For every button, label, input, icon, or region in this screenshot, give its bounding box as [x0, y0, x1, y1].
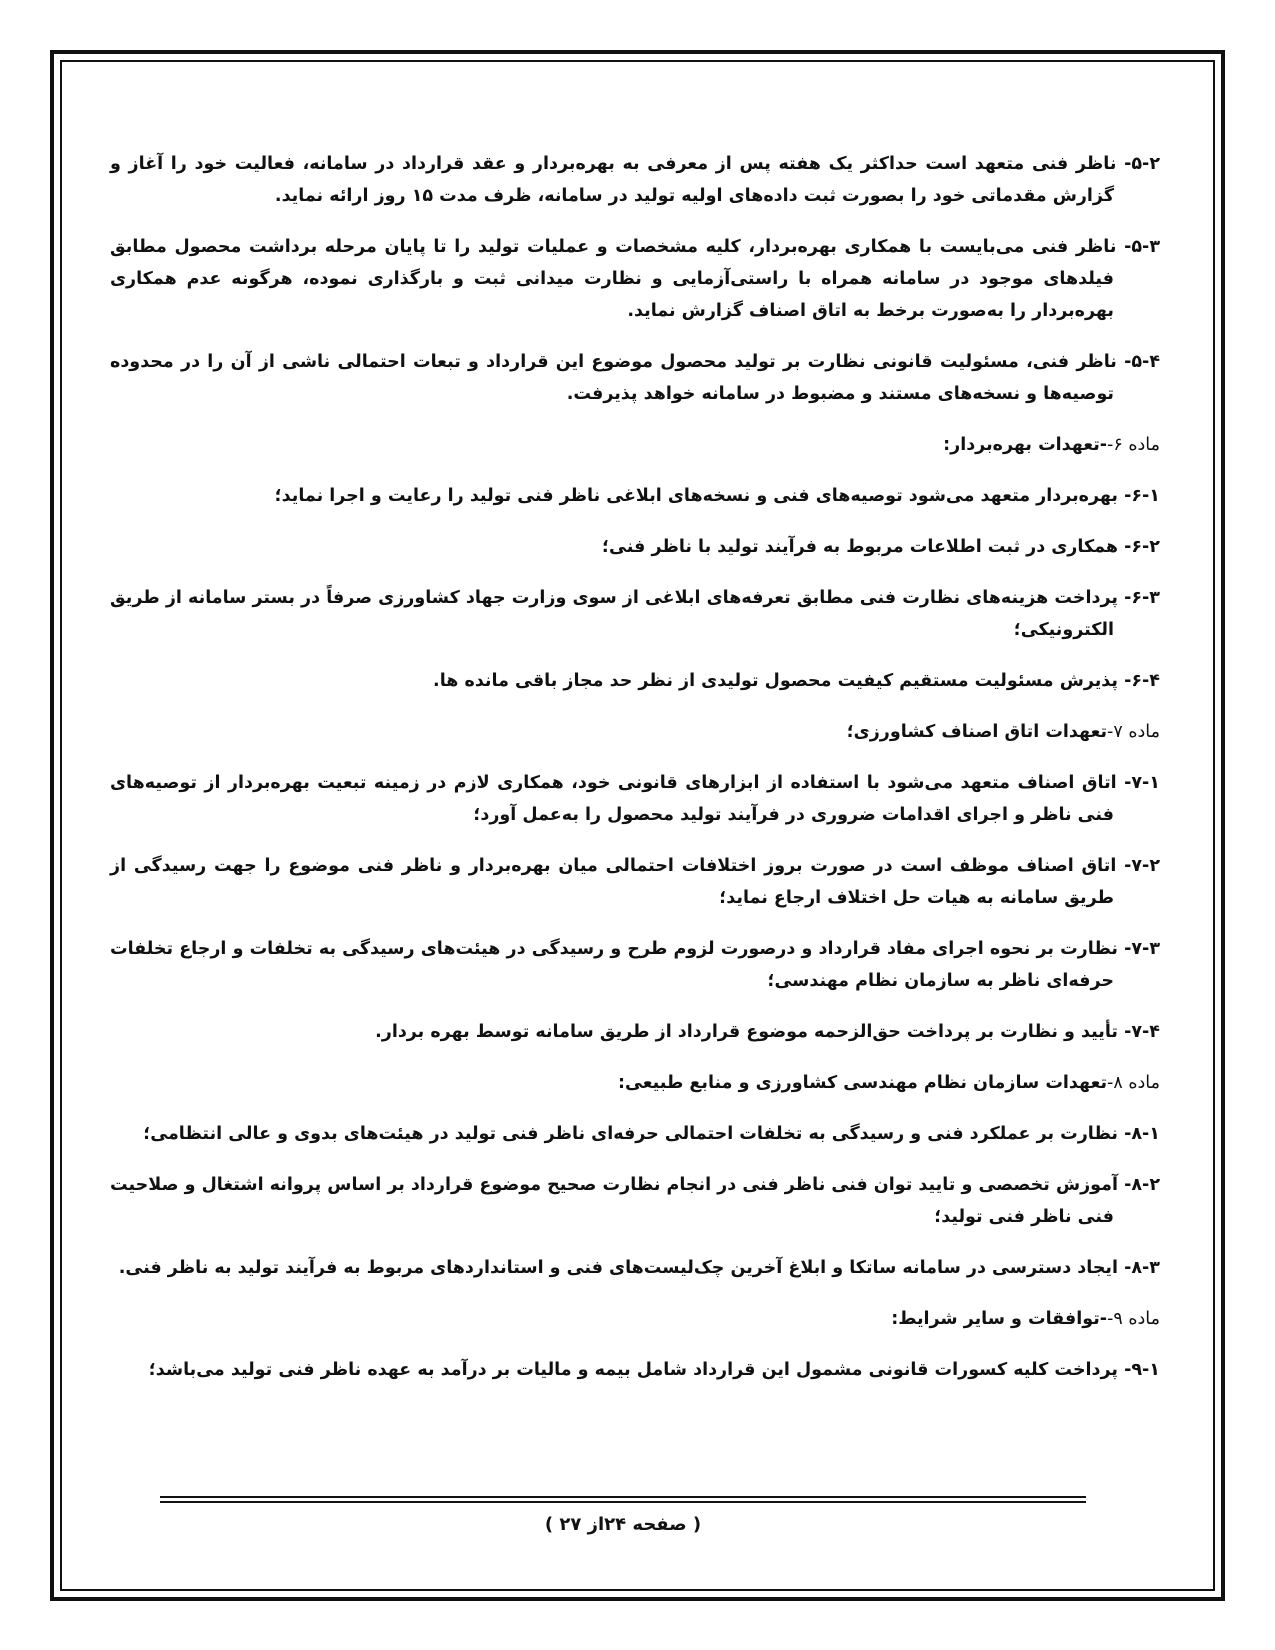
clause-7-4 [110, 1016, 1160, 1048]
article-number: ماده ۶- [1107, 435, 1160, 455]
clause-5-3 [110, 231, 1160, 327]
clause-text: همکاری در ثبت اطلاعات مربوط به فرآیند تولید با ناظر فنی؛ [602, 537, 1118, 557]
article-title: تعهدات اتاق اصناف کشاورزی؛ [846, 722, 1108, 742]
clause-number: ۷-۲- [1124, 856, 1161, 876]
clause-number: ۵-۳- [1124, 237, 1161, 257]
clause-text: آموزش تخصصی و تایید توان فنی ناظر فنی در انجام نظارت صحیح موضوع قرارداد بر اساس پروانه اشتغال و صلاحیت فنی ناظر فنی تولید؛ [110, 1175, 1118, 1227]
clause-number: ۸-۱- [1124, 1124, 1160, 1144]
clause-number: ۶-۴- [1124, 671, 1160, 691]
article-7-heading [110, 716, 1160, 748]
clause-text: ایجاد دسترسی در سامانه ساتکا و ابلاغ آخرین چک‌لیست‌های فنی و استانداردهای مربوط به فرآیند تولید به ناظر فنی. [118, 1258, 1118, 1278]
article-title: -توافقات و سایر شرایط: [891, 1309, 1108, 1329]
clause-number: ۶-۲- [1124, 537, 1160, 557]
footer-divider [160, 1496, 1086, 1498]
article-title: -تعهدات بهره‌بردار: [943, 435, 1108, 455]
clause-7-1 [110, 767, 1160, 831]
clause-text: نظارت بر عملکرد فنی و رسیدگی به تخلفات احتمالی حرفه‌ای ناظر فنی تولید در هیئت‌های بدوی و عالی انتظامی؛ [143, 1124, 1118, 1144]
page-number: ( صفحه ۲۴از ۲۷ ) [544, 1514, 702, 1535]
clause-8-3 [110, 1252, 1160, 1284]
clause-number: ۸-۳- [1124, 1258, 1160, 1278]
clause-5-4 [110, 346, 1160, 410]
clause-5-2 [110, 148, 1160, 212]
clause-text: پذیرش مسئولیت مستقیم کیفیت محصول تولیدی از نظر حد مجاز باقی مانده ها. [433, 671, 1118, 691]
clause-text: اتاق اصناف موظف است در صورت بروز اختلافات احتمالی میان بهره‌بردار و ناظر فنی موضوع را جهت رسیدگی از طریق سامانه به هیات حل اختلاف ارجاع نماید؛ [110, 856, 1117, 908]
clause-number: ۵-۴- [1124, 352, 1161, 372]
clause-number: ۷-۳- [1124, 939, 1161, 959]
article-number: ماده ۸- [1107, 1073, 1160, 1093]
clause-text: پرداخت کلیه کسورات قانونی مشمول این قرارداد شامل بیمه و مالیات بر درآمد به عهده ناظر فنی تولید می‌باشد؛ [148, 1360, 1118, 1380]
clause-text: تأیید و نظارت بر پرداخت حق‌الزحمه موضوع قرارداد از طریق سامانه توسط بهره بردار. [375, 1022, 1118, 1042]
clause-number: ۷-۴- [1124, 1022, 1160, 1042]
clause-6-1 [110, 480, 1160, 512]
clause-text: بهره‌بردار متعهد می‌شود توصیه‌های فنی و نسخه‌های ابلاغی ناظر فنی تولید را رعایت و اجرا نماید؛ [274, 486, 1118, 506]
clause-number: ۸-۲- [1124, 1175, 1161, 1195]
clause-text: ناظر فنی متعهد است حداکثر یک هفته پس از معرفی به بهره‌بردار و عقد قرارداد در سامانه، فعالیت خود را آغاز و گزارش مقدماتی خود را بصورت ثبت داده‌های اولیه تولید در سامانه، ظرف مدت ۱۵ روز ارائه نماید. [110, 154, 1117, 206]
clause-9-1 [110, 1354, 1160, 1386]
clause-7-2 [110, 850, 1160, 914]
clause-number: ۷-۱- [1124, 773, 1160, 793]
document-body [110, 148, 1160, 1405]
article-number: ماده ۹- [1107, 1309, 1160, 1329]
clause-number: ۹-۱- [1124, 1360, 1160, 1380]
article-8-heading [110, 1067, 1160, 1099]
clause-text: ناظر فنی می‌بایست با همکاری بهره‌بردار، کلیه مشخصات و عملیات تولید را تا پایان مرحله برداشت محصول مطابق فیلدهای موجود در سامانه همراه با راستی‌آزمایی و نظارت میدانی ثبت و بارگذاری نموده، هرگونه عدم همکاری بهره‌بردار را به‌صورت برخط به اتاق اصناف گزارش نماید. [110, 237, 1117, 321]
clause-number: ۶-۱- [1124, 486, 1160, 506]
clause-6-3 [110, 582, 1160, 646]
clause-text: ناظر فنی، مسئولیت قانونی نظارت بر تولید محصول موضوع این قرارداد و تبعات احتمالی ناشی از آن را در محدوده توصیه‌ها و نسخه‌های مستند و مضبوط در سامانه خواهد پذیرفت. [110, 352, 1117, 404]
clause-7-3 [110, 933, 1160, 997]
article-number: ماده ۷- [1107, 722, 1160, 742]
clause-6-4 [110, 665, 1160, 697]
clause-number: ۶-۳- [1124, 588, 1160, 608]
clause-text: نظارت بر نحوه اجرای مفاد قرارداد و درصورت لزوم طرح و رسیدگی در هیئت‌های رسیدگی به تخلفات و ارجاع تخلفات حرفه‌ای ناظر به سازمان نظام مهندسی؛ [110, 939, 1118, 991]
clause-8-1 [110, 1118, 1160, 1150]
clause-6-2 [110, 531, 1160, 563]
clause-text: اتاق اصناف متعهد می‌شود با استفاده از ابزارهای قانونی خود، همکاری لازم در زمینه تبعیت بهره‌بردار از توصیه‌های فنی ناظر و اجرای اقدامات ضروری در فرآیند تولید محصول را به‌عمل آورد؛ [110, 773, 1117, 825]
article-6-heading [110, 429, 1160, 461]
footer-divider [160, 1501, 1086, 1503]
article-title: تعهدات سازمان نظام مهندسی کشاورزی و منابع طبیعی: [617, 1073, 1108, 1093]
article-9-heading [110, 1303, 1160, 1335]
clause-number: ۵-۲- [1124, 154, 1161, 174]
clause-8-2 [110, 1169, 1160, 1233]
clause-text: پرداخت هزینه‌های نظارت فنی مطابق تعرفه‌های ابلاغی از سوی وزارت جهاد کشاورزی صرفاً در بستر سامانه از طریق الکترونیکی؛ [110, 588, 1118, 640]
